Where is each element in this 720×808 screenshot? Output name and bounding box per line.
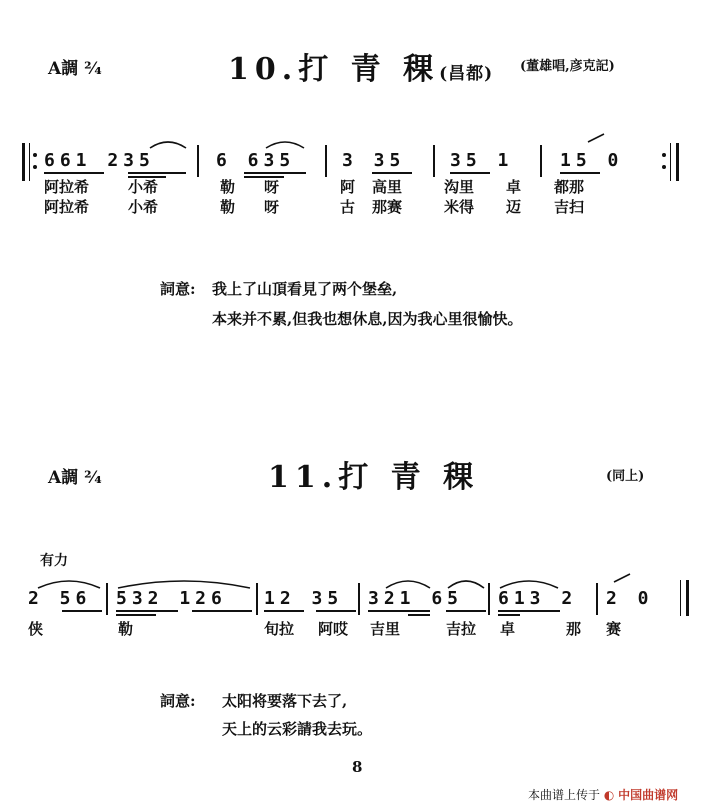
song10-gloss-line1: 我上了山頂看見了两个堡垒,: [212, 280, 398, 298]
beam: [62, 610, 102, 612]
repeat-dot: [662, 165, 666, 169]
footer-watermark: [528, 786, 678, 803]
beam: [450, 172, 490, 174]
beam: [408, 614, 430, 616]
song10-credit: (董雄唱,彦克記): [520, 59, 615, 74]
repeat-end-thick: [676, 143, 679, 181]
song10-measure-4: 35 1: [450, 150, 514, 171]
song11-measure-4: 321 65: [368, 588, 464, 609]
song10-title-text: 10.打 青 稞: [228, 52, 440, 87]
beam: [244, 172, 306, 174]
lyric: 小希: [128, 198, 159, 216]
slur: [446, 574, 486, 590]
song10-title: [228, 44, 493, 88]
tremolo-mark: [586, 130, 606, 146]
repeat-start-thin: [29, 143, 30, 181]
beam: [128, 172, 186, 174]
song11-measure-6: 2 0: [606, 588, 654, 609]
lyric: 米得: [444, 198, 475, 216]
footer-site: 中国曲谱网: [618, 788, 679, 802]
lyric: 都那: [554, 178, 585, 196]
barline: [358, 583, 360, 615]
song10-measure-2: 6 635: [216, 150, 296, 171]
lyric: 吉扫: [554, 198, 585, 216]
slur: [498, 574, 560, 590]
lyric: 阿拉希: [44, 198, 90, 216]
barline: [596, 583, 598, 615]
lyric: 小希: [128, 178, 159, 196]
lyric: 侠: [28, 620, 44, 638]
repeat-start-thick: [22, 143, 25, 181]
song11-gloss-line2: 天上的云彩請我去玩。: [222, 720, 373, 738]
slur: [264, 136, 306, 150]
barline: [106, 583, 108, 615]
lyric: 勒: [220, 178, 236, 196]
beam: [44, 172, 104, 174]
lyric: 呀: [264, 178, 280, 196]
song11-gloss-line1: 太阳将要落下去了,: [222, 692, 348, 710]
barline: [433, 145, 435, 177]
song10-gloss-line2: 本来并不累,但我也想休息,因为我心里很愉快。: [212, 310, 523, 328]
lyric: 吉里: [370, 620, 401, 638]
tremolo-mark: [612, 570, 632, 586]
lyric: 勒: [118, 620, 134, 638]
slur: [384, 574, 432, 590]
repeat-dot: [33, 165, 37, 169]
barline: [540, 145, 542, 177]
song11-tempo: 有力: [40, 553, 68, 569]
song10-measure-5: 15 0: [560, 150, 624, 171]
song11-measure-5: 613 2: [498, 588, 578, 609]
song10-measure-3: 3 35: [342, 150, 406, 171]
beam: [498, 610, 560, 612]
slur: [36, 574, 102, 590]
lyric: 吉拉: [446, 620, 477, 638]
beam: [116, 614, 156, 616]
beam: [316, 610, 356, 612]
lyric: 阿哎: [318, 620, 349, 638]
lyric: 卓: [500, 620, 516, 638]
lyric: 高里: [372, 178, 403, 196]
song10-measure-1: 661 235: [44, 150, 155, 171]
final-barline-thin: [680, 580, 681, 616]
song10-key: A調 ²⁄₄: [48, 59, 102, 79]
barline: [197, 145, 199, 177]
beam: [192, 610, 252, 612]
lyric: 沟里: [444, 178, 475, 196]
song11-measure-2: 532 126: [116, 588, 227, 609]
lyric: 旬拉: [264, 620, 295, 638]
song11-key: A調 ²⁄₄: [48, 468, 102, 488]
beam: [264, 610, 304, 612]
slur: [148, 136, 188, 150]
song11-measure-1: 2 56: [28, 588, 92, 609]
beam: [368, 610, 430, 612]
beam: [116, 610, 178, 612]
song11-gloss-label: 詞意:: [160, 692, 196, 710]
lyric: 那: [566, 620, 582, 638]
lyric: 阿拉希: [44, 178, 90, 196]
lyric: 勒: [220, 198, 236, 216]
beam: [560, 172, 600, 174]
song10-region: (昌都): [439, 64, 494, 84]
final-barline-thick: [686, 580, 689, 616]
page-number: 8: [352, 758, 363, 776]
beam: [498, 614, 520, 616]
repeat-dot: [662, 153, 666, 157]
barline: [325, 145, 327, 177]
beam: [372, 172, 412, 174]
footer-logo-icon: ◐: [603, 788, 615, 802]
lyric: 迈: [506, 198, 522, 216]
slur: [116, 574, 252, 590]
lyric: 古: [340, 198, 356, 216]
repeat-end-thin: [670, 143, 671, 181]
song11-credit: (同上): [606, 469, 645, 484]
barline: [488, 583, 490, 615]
song10-gloss-label: 詞意:: [160, 280, 196, 298]
lyric: 卓: [506, 178, 522, 196]
lyric: 阿: [340, 178, 356, 196]
song11-title: 11.打 青 稞: [268, 460, 480, 495]
song11-measure-3: 12 35: [264, 588, 344, 609]
lyric: 赛: [606, 620, 622, 638]
lyric: 那赛: [372, 198, 403, 216]
repeat-dot: [33, 153, 37, 157]
beam: [446, 610, 486, 612]
lyric: 呀: [264, 198, 280, 216]
footer-prefix: 本曲谱上传于: [528, 788, 601, 802]
barline: [256, 583, 258, 615]
